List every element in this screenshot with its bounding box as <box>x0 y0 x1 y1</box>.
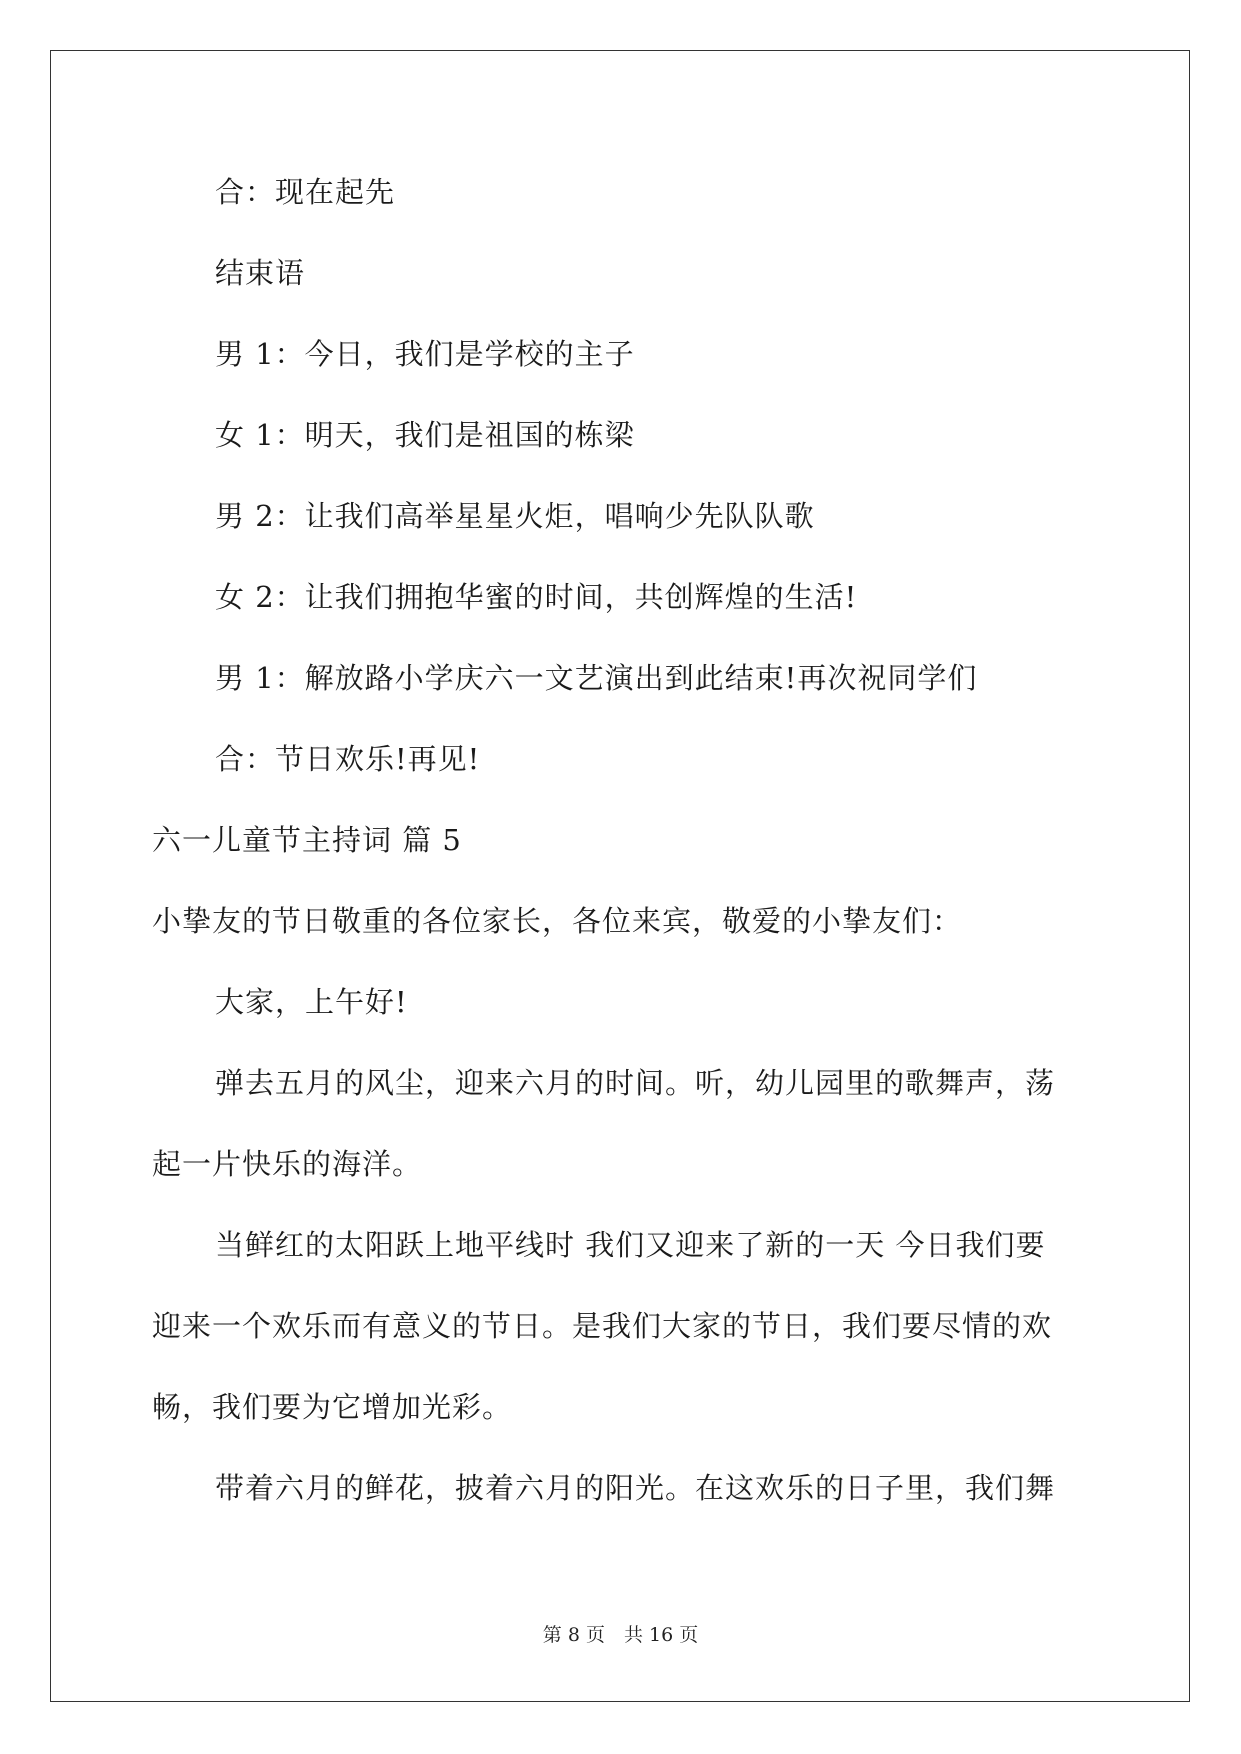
text-line: 女 2：让我们拥抱华蜜的时间，共创辉煌的生活! <box>215 580 858 614</box>
section-heading: 六一儿童节主持词 篇 5 <box>152 823 462 857</box>
text-line: 男 1：解放路小学庆六一文艺演出到此结束!再次祝同学们 <box>215 661 978 695</box>
text-line: 结束语 <box>215 256 306 290</box>
text-line: 男 2：让我们高举星星火炬，唱响少先队队歌 <box>215 499 815 533</box>
text-line: 畅，我们要为它增加光彩。 <box>152 1390 513 1424</box>
text-line: 合：节日欢乐!再见! <box>215 742 481 776</box>
text-line: 迎来一个欢乐而有意义的节日。是我们大家的节日，我们要尽情的欢 <box>152 1309 1053 1343</box>
text-line: 起一片快乐的海洋。 <box>152 1147 423 1181</box>
text-line: 弹去五月的风尘，迎来六月的时间。听，幼儿园里的歌舞声，荡 <box>215 1066 1056 1100</box>
text-line: 小挚友的节日敬重的各位家长，各位来宾，敬爱的小挚友们： <box>152 904 963 938</box>
text-line: 女 1：明天，我们是祖国的栋梁 <box>215 418 635 452</box>
text-line: 合：现在起先 <box>215 175 396 209</box>
text-line: 大家，上午好! <box>215 985 408 1019</box>
text-line: 当鲜红的太阳跃上地平线时 我们又迎来了新的一天 今日我们要 <box>215 1228 1046 1262</box>
text-line: 带着六月的鲜花，披着六月的阳光。在这欢乐的日子里，我们舞 <box>215 1471 1056 1505</box>
page-border <box>50 50 1190 1702</box>
page-number: 第 8 页 共 16 页 <box>542 1624 699 1646</box>
text-line: 男 1：今日，我们是学校的主子 <box>215 337 635 371</box>
